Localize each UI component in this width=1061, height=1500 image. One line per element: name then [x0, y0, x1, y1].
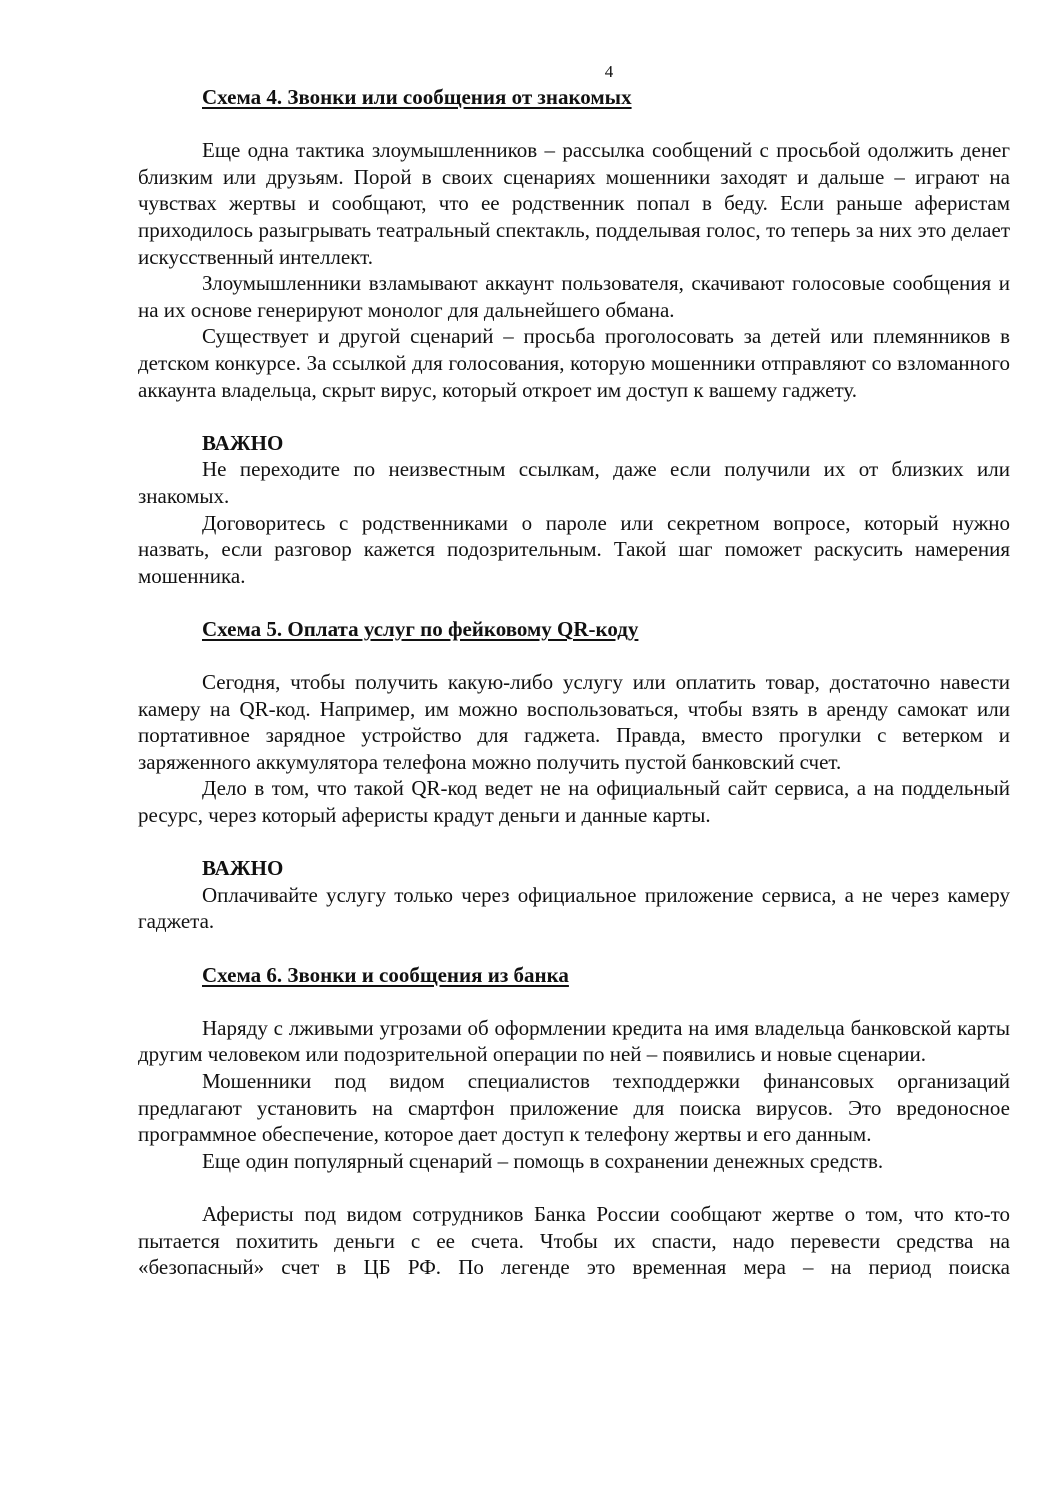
section-scheme-4 — [138, 84, 1010, 589]
body-paragraph: Еще один популярный сценарий – помощь в сохранении денежных средств. — [202, 1148, 884, 1173]
section-heading: Схема 4. Звонки или сообщения от знакомых — [202, 85, 632, 109]
section-scheme-6 — [138, 962, 1010, 1281]
body-paragraph: Существует и другой сценарий – просьба проголосовать за детей или племянников в детском конкурсе. За ссылкой для голосования, которую мошенники отправляют со взломанного аккаунта владельца, скрыт вирус, который откроет им доступ к вашему гаджету. — [138, 324, 1010, 402]
section-gap — [138, 589, 1010, 616]
section-scheme-5 — [138, 616, 1010, 935]
section-heading: Схема 5. Оплата услуг по фейковому QR-коду — [202, 616, 639, 641]
document-body — [138, 84, 1010, 1281]
important-label: ВАЖНО — [202, 856, 284, 881]
important-paragraph: Не переходите по неизвестным ссылкам, даже если получили их от близких или знакомых. — [138, 457, 1010, 508]
important-label: ВАЖНО — [202, 430, 284, 455]
page-number: 4 — [604, 62, 614, 81]
body-paragraph: Мошенники под видом специалистов техподдержки финансовых организаций предлагают установить на смартфон приложение для поиска вирусов. Это вредоносное программное обеспечение, которое дает доступ к телефону жертвы и его данным. — [138, 1068, 1010, 1147]
body-paragraph: Сегодня, чтобы получить какую-либо услугу или оплатить товар, достаточно навести камеру на QR-код. Например, им можно воспользоваться, чтобы взять в аренду самокат или портативное зарядное устройство для гаджета. Правда, вместо прогулки с ветерком и заряженного аккумулятора телефона можно получить пустой банковский счет. — [138, 670, 1010, 774]
paragraph-gap — [138, 1174, 1010, 1201]
important-paragraph: Оплачивайте услугу только через официальное приложение сервиса, а не через камеру гаджета. — [138, 882, 1010, 934]
section-gap — [138, 935, 1010, 962]
body-paragraph: Наряду с лживыми угрозами об оформлении кредита на имя владельца банковской карты другим человеком или подозрительной операции по ней – появились и новые сценарии. — [138, 1015, 1010, 1067]
body-paragraph: Дело в том, что такой QR-код ведет не на официальный сайт сервиса, а на поддельный ресурс, через который аферисты крадут деньги и данные карты. — [138, 776, 1010, 828]
important-paragraph: Договоритесь с родственниками о пароле или секретном вопросе, который нужно назвать, если разговор кажется подозрительным. Такой шаг поможет раскусить намерения мошенника. — [138, 510, 1010, 588]
body-paragraph-continued: Аферисты под видом сотрудников Банка России сообщают жертве о том, что кто-то пытается похитить деньги с ее счета. Чтобы их спасти, надо перевести средства на «безопасный» счет в ЦБ РФ. По легенде это временная мера – на период поиска — [138, 1201, 1010, 1280]
body-paragraph: Еще одна тактика злоумышленников – рассылка сообщений с просьбой одолжить денег близким или друзьям. Порой в своих сценариях мошенники заходят и дальше – играют на чувствах жертвы и сообщают, что ее родственник попал в беду. Если раньше аферистам приходилось разыгрывать театральный спектакль, подделывая голос, то теперь за них это делает искусственный интеллект. — [138, 138, 1010, 269]
body-paragraph: Злоумышленники взламывают аккаунт пользователя, скачивают голосовые сообщения и на их основе генерируют монолог для дальнейшего обмана. — [138, 271, 1010, 322]
section-heading: Схема 6. Звонки и сообщения из банка — [202, 962, 569, 987]
